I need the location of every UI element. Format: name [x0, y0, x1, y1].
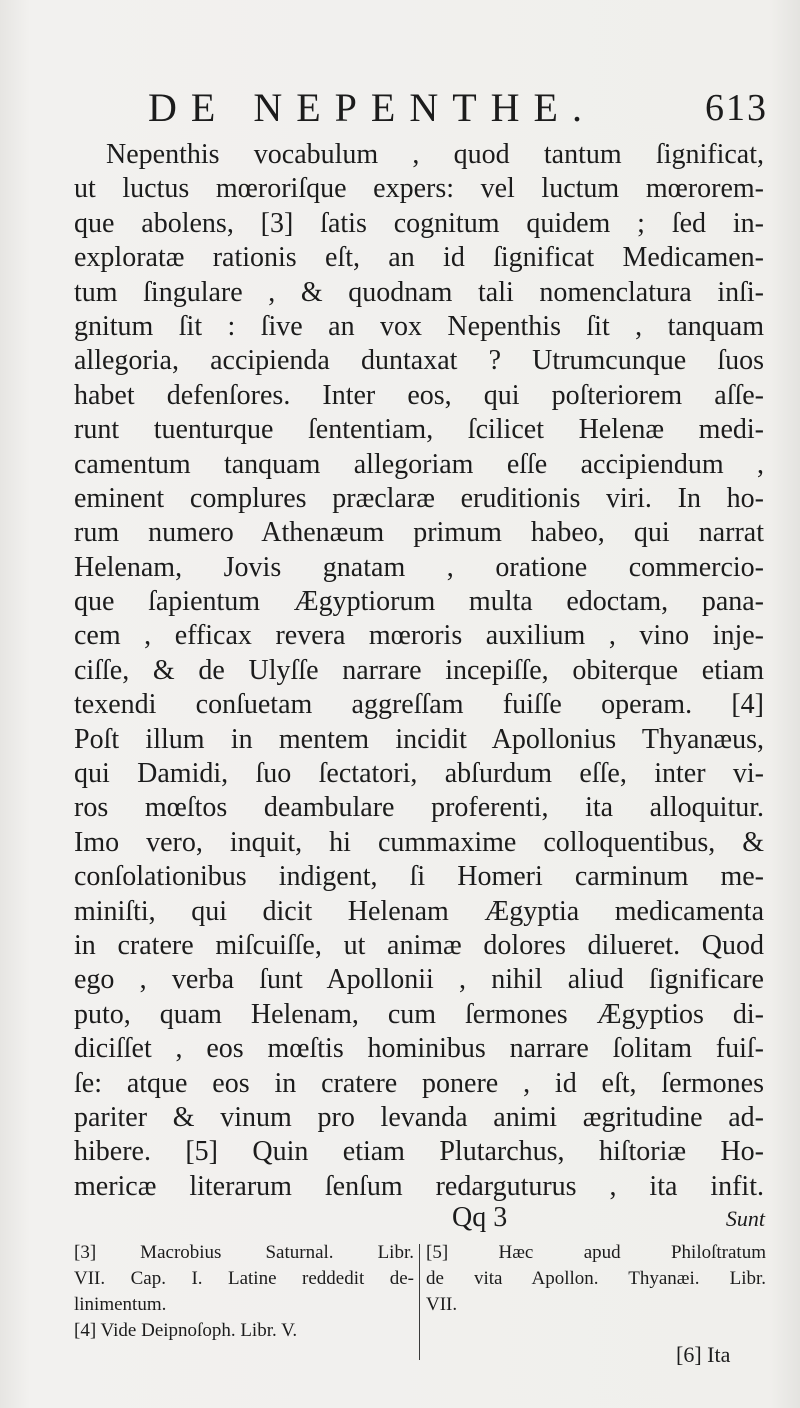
body-line: ros mœſtos deambulare proferenti, ita alloquitur. [74, 792, 764, 824]
signature-row [440, 1202, 765, 1236]
body-line: puto, quam Helenam, cum ſermones Ægyptios di- [74, 998, 764, 1030]
body-line: habet defenſores. Inter eos, qui poſteriorem aſſe- [74, 379, 764, 411]
body-line: exploratæ rationis eſt, an id ſignificat Medicamen- [74, 242, 764, 274]
body-line: conſolationibus indigent, ſi Homeri carminum me- [74, 861, 764, 893]
body-line: que abolens, [3] ſatis cognitum quidem ; ſed in- [74, 207, 764, 239]
body-line: rum numero Athenæum primum habeo, qui narrat [74, 517, 764, 549]
body-line: miniſti, qui dicit Helenam Ægyptia medicamenta [74, 895, 764, 927]
body-line: que ſapientum Ægyptiorum multa edoctam, pana- [74, 586, 764, 618]
body-line: cem , efficax revera mœroris auxilium , vino inje- [74, 620, 764, 652]
footnote-line: de vita Apollon. Thyanæi. Libr. [426, 1268, 766, 1289]
body-line: ego , verba ſunt Apollonii , nihil aliud ſignificare [74, 964, 764, 996]
footnote-line: VII. Cap. I. Latine reddedit de- [74, 1268, 414, 1289]
footnote-line: [3] Macrobius Saturnal. Libr. [74, 1242, 414, 1263]
footnote-line: linimentum. [74, 1294, 167, 1315]
body-line: allegoria, accipienda duntaxat ? Utrumcunque ſuos [74, 345, 764, 377]
footnotes-right-column [426, 1240, 766, 1318]
body-line: ſe: atque eos in cratere ponere , id eſt, ſermones [74, 1067, 764, 1099]
body-line: Imo vero, inquit, hi cummaxime colloquentibus, & [74, 826, 764, 858]
body-line: Nepenthis vocabulum , quod tantum ſignificat, [106, 139, 764, 170]
body-line: mericæ literarum ſenſum redarguturus , ita infit. [74, 1170, 764, 1202]
signature-mark: Qq 3 [452, 1202, 508, 1233]
page-number: 613 [705, 87, 768, 129]
body-line: gnitum ſit : ſive an vox Nepenthis ſit , tanquam [74, 310, 764, 342]
body-line: tum ſingulare , & quodnam tali nomenclatura inſi- [74, 276, 764, 308]
footnote-catchword: [6] Ita [676, 1342, 731, 1367]
body-line: eminent complures præclaræ eruditionis viri. In ho- [74, 482, 764, 514]
body-line: ut luctus mœroriſque expers: vel luctum mœrorem- [74, 173, 764, 205]
body-line: hibere. [5] Quin etiam Plutarchus, hiſtoriæ Ho- [74, 1136, 764, 1168]
body-text [74, 138, 764, 1204]
body-line: Helenam, Jovis gnatam , oratione commercio- [74, 551, 764, 583]
footnote-line: [4] Vide Deipnoſoph. Libr. V. [74, 1320, 298, 1341]
body-line: ciſſe, & de Ulyſſe narrare incepiſſe, obiterque etiam [74, 654, 764, 686]
body-line: Poſt illum in mentem incidit Apollonius Thyanæus, [74, 723, 764, 755]
body-line: pariter & vinum pro levanda animi ægritudine ad- [74, 1101, 764, 1133]
footnote-line: [5] Hæc apud Philoſtratum [426, 1242, 766, 1263]
body-line: texendi conſuetam aggreſſam fuiſſe operam. [4] [74, 689, 764, 721]
body-line: camentum tanquam allegoriam eſſe accipiendum , [74, 448, 764, 480]
footnote-line: VII. [426, 1294, 458, 1315]
footnote-divider [419, 1244, 420, 1360]
body-line: runt tuenturque ſententiam, ſcilicet Helenæ medi- [74, 414, 764, 446]
running-title: DE NEPENTHE. [148, 85, 596, 130]
running-head [148, 84, 768, 134]
footnotes-left-column [74, 1240, 414, 1344]
body-line: diciſſet , eos mœſtis hominibus narrare ſolitam fuiſ- [74, 1033, 764, 1065]
body-line: qui Damidi, ſuo ſectatori, abſurdum eſſe, inter vi- [74, 758, 764, 790]
body-line: in cratere miſcuiſſe, ut animæ dolores dilueret. Quod [74, 929, 764, 961]
catchword: Sunt [725, 1206, 765, 1231]
